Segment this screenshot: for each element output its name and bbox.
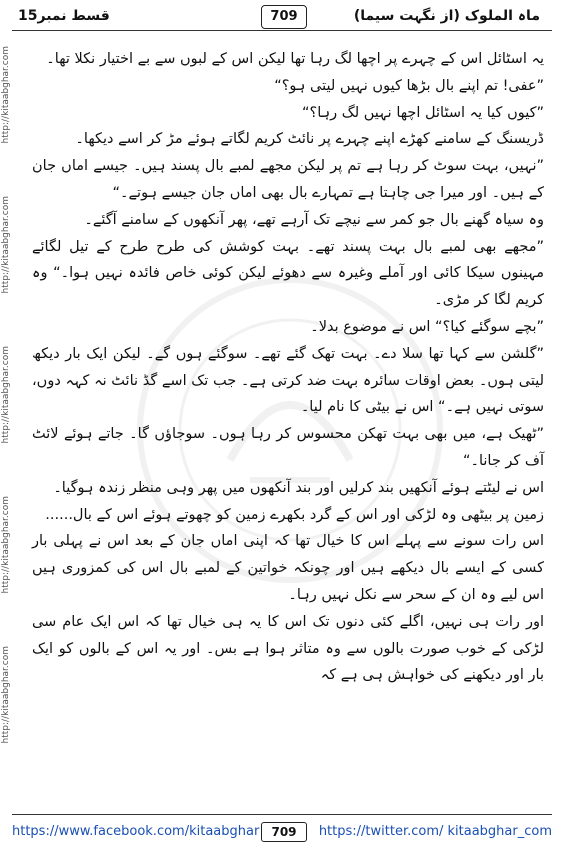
paragraph: ”مجھے بھی لمبے بال بہت پسند تھے۔ بہت کوشش کی طرح طرح کے تیل لگائے مہینوں سیکا کائی اور آملے وغیرہ سے دھوئے لیکن کوئی خاص فائدہ نہیں ہوا۔“ وہ کریم لگا کر مڑی۔ (32, 238, 544, 309)
paragraph: اور رات ہی نہیں، اگلے کئی دنوں تک اس کا یہ ہی خیال تھا کہ اس ایک عام سی لڑکی کے خوب صورت بالوں سے وہ متاثر ہوا ہے بس۔ اور یہ اس کے بالوں کو ایک بار اور دیکھنے کی خواہش ہی ہے کہ (32, 613, 544, 684)
paragraph: اس رات سونے سے پہلے اس کا خیال تھا کہ اپنی اماں جان کے بعد اس نے پہلی بار کسی کے ایسے بال دیکھے ہیں اور چونکہ خواتین کے لمبے بال اس کی کمزوری ہیں اس لیے وہ ان کے سحر سے نکل نہیں رہا۔ (32, 533, 544, 603)
paragraph: ”بچے سوگئے کیا؟“ اس نے موضوع بدلا۔ (310, 318, 544, 335)
paragraph: ڈریسنگ کے سامنے کھڑے اپنے چہرے پر نائٹ کریم لگاتے ہوئے مڑ کر اسے دیکھا۔ (75, 131, 544, 148)
episode-label: قسط نمبر15 (18, 8, 110, 24)
page-header (0, 0, 564, 34)
footer-page-number: 709 (261, 822, 307, 842)
page-footer (0, 812, 564, 845)
facebook-link[interactable]: https://www.facebook.com/kitaabghar (12, 824, 260, 839)
header-divider (12, 30, 552, 31)
paragraph: زمین پر بیٹھی وہ لڑکی اور اس کے گرد بکھرے زمین کو چھوتے ہوئے اس کے بال...... (45, 506, 544, 523)
paragraph: وہ سیاہ گھنے بال جو کمر سے نیچے تک آرہے تھے، پھر آنکھوں کے سامنے آگئے۔ (84, 211, 544, 228)
sidebar-url: http://kitaabghar.com (1, 496, 11, 594)
sidebar-watermark (1, 36, 17, 791)
paragraph: ”گلشن سے کہا تھا سلا دے۔ بہت تھک گئے تھے۔ سوگئے ہوں گے۔ لیکن ایک بار دیکھ لیتی ہوں۔ بعض اوقات سائرہ بہت ضد کرتی ہے۔ جب تک اسے گڈ نائٹ نہ کہہ دوں، سوتی نہیں ہے۔“ اس نے بیٹی کا نام لیا۔ (32, 345, 544, 416)
paragraph: ”نہیں، بہت سوٹ کر رہا ہے تم پر لیکن مجھے لمبے بال پسند ہیں۔ جیسے اماں جان کے ہیں۔ اور میرا جی چاہتا ہے تمہارے بال بھی اماں جان جیسے ہوتے۔“ (32, 158, 544, 201)
sidebar-url: http://kitaabghar.com (1, 646, 11, 744)
sidebar-url: http://kitaabghar.com (1, 346, 11, 444)
header-page-number: 709 (261, 5, 307, 29)
sidebar-url: http://kitaabghar.com (1, 46, 11, 144)
footer-divider (12, 814, 552, 815)
twitter-link[interactable]: https://twitter.com/ kitaabghar_com (318, 824, 552, 839)
paragraph: ”کیوں کیا یہ اسٹائل اچھا نہیں لگ رہا؟“ (302, 104, 544, 121)
book-title: ماہ الملوک (از نگہت سیما) (353, 8, 540, 24)
sidebar-url: http://kitaabghar.com (1, 196, 11, 294)
paragraph: یہ اسٹائل اس کے چہرے پر اچھا لگ رہا تھا لیکن اس کے لبوں سے بے اختیار نکلا تھا۔ (46, 51, 544, 67)
paragraph: ”عفی! تم اپنے بال بڑھا کیوں نہیں لیتی ہو؟“ (274, 77, 544, 94)
paragraph: ”ٹھیک ہے، میں بھی بہت تھکن محسوس کر رہا ہوں۔ سوجاؤں گا۔ جاتے ہوئے لائٹ آف کر جانا۔“ (32, 426, 544, 469)
story-text (32, 46, 544, 689)
paragraph: اس نے لیٹتے ہوئے آنکھیں بند کرلیں اور بند آنکھوں میں پھر وہی منظر زندہ ہوگیا۔ (53, 479, 544, 496)
